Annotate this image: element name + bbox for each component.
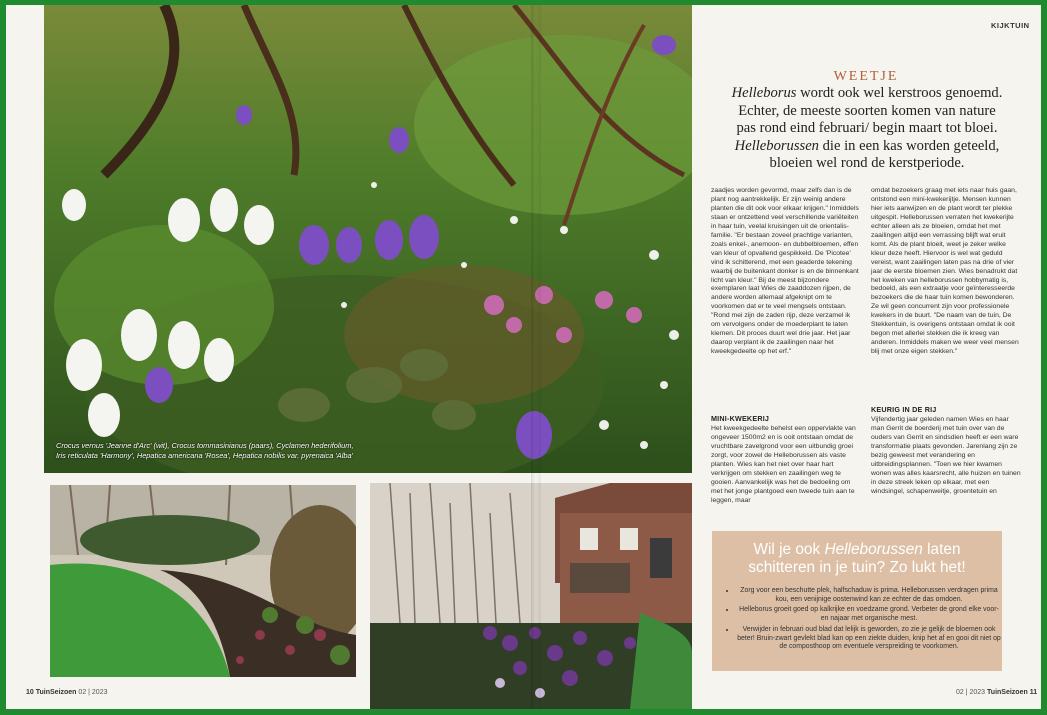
hero-photo-caption: Crocus vernus 'Jeanne d'Arc' (wit), Crocus tommasinianus (paars), Cyclamen hederifolium, Iris reticulata 'Harmony', Hepatica americana 'Rosea', Hepatica nobilis var. pyrenaica 'Alba' (56, 441, 354, 460)
weetje-title: WEETJE (833, 69, 899, 84)
weetje-line4: die in een kas worden geteeld, (818, 137, 1000, 154)
tip-item: • Helleborus groeit goed op kalkrijke en voedzame grond. Verbeter de grond elke voor- en najaar met organische mest. (736, 606, 1002, 623)
folio-right-issue: 02 | 2023 (956, 689, 986, 696)
tip-box-title (712, 541, 1002, 577)
column-1-text: zaadjes worden gevormd, maar zelfs dan is de plant nog aantrekkelijk. Er zijn weinig andere planten die dit ook voor elkaar krijgen." Inmiddels staan er ontzettend veel verschillende variëteiten in haar tuin, veelal kruisingen uit de orientalis-familie. "Er bestaan zoveel prachtige varianten, zoals enkel-, anemoon- en dubbelbloemen, effen van kleur of opvallend gespikkeld. De 'Picotee' vind ik schitterend, met een geaderde tekening waarbij de buitenkant donker is en de binnenkant licht van kleur." Bij de meest bijzondere exemplaren laat Wies de zaaddozen rijpen, de andere worden allemaal afgeknipt om te voorkomen dat er te veel mengsels ontstaan. "Rond mei zijn de zaden rijp, deze verzamel ik om vervolgens onder de moederplant te laten kiemen. Dit proces duurt wel drie jaar. Het jaar daarop verplant ik de zaailingen naar het kweekgedeelte op het erf." (711, 187, 859, 356)
tip-box (712, 531, 1002, 671)
folio-left (26, 689, 108, 696)
folio-left-brand: TuinSeizoen (35, 689, 77, 696)
tip-list (728, 587, 1002, 654)
weetje-line2: Echter, de meeste soorten komen van nature (738, 102, 996, 119)
tip-title-italic: Helleborussen (824, 541, 923, 558)
folio-left-page: 10 (26, 689, 34, 696)
hero-photo-crocus-border (44, 5, 692, 473)
page-gutter (531, 5, 541, 709)
photo-garden-lawn-border (50, 485, 356, 677)
column-2-text: omdat bezoekers graag met iets naar huis gaan, ontstond een mini-kwekerijtje. Mensen kunnen hier iets aanwijzen en de plant wordt ter plekke uitgespit. Helleborussen verraten het kwekerijte echter alleen als ze bloeien, omdat het met zaailingen altijd een verrassing blijft wat eruit komt. Als de plant bloeit, weet je zeker welke kleur deze heeft. Hiervoor is wel wat geduld vereist, want zaailingen laten pas na drie of vier jaar de eerste bloemen zien. Wies benadrukt dat het kweken van helleborussen hobbymatig is, bedoeld, als een extraatje voor geïnteresseerde bezoekers die de haar tuin komen bewonderen. Ze wil geen concurrent zijn voor professionele kwekers in de buurt. "De naam van de tuin, De Stekkentuin, is overigens ontstaan omdat ik ooit begon met allerlei stekken die ik kreeg van anderen. Inmiddels maken we weer veel mensen blij met onze eigen stekken." (871, 187, 1019, 356)
article-column-4 (871, 403, 1021, 497)
hero-photo-graphic (44, 5, 692, 473)
weetje-line5: bloeien wel rond de kerstperiode. (769, 155, 965, 172)
section-tag: KIJKTUIN (991, 21, 1030, 30)
tip-title-post: laten (922, 541, 961, 558)
column-3-text: Het kweekgedeelte behelst een oppervlakte van ongeveer 1500m2 en is ooit ontstaan omdat de vruchtbare zavelgrond voor een uitbundig groei zorgt, voor zowel de Helleborussen als vaste planten. Wies kan het niet over haar hart verkrijgen om stekken en zaailingen weg te gooien. Aanvankelijk was het de bedoeling om met het jonge plantgoed een tweede tuin aan te leggen, maar (711, 424, 856, 504)
tip-item: • Verwijder in februari oud blad dat lelijk is geworden, zo zie je gelijk de bloemen ook beter! Bruin-zwart gevlekt blad kan op een ziekte duiden, knip het af en gooi dit niet op de composthoop om eventuele verspreiding te voorkomen. (736, 626, 1002, 652)
tip-item: • Zorg voor een beschutte plek, halfschaduw is prima. Helleborussen verdragen prima kou, een venijnige oostenwind kan ze echter de das omdoen. (736, 587, 1002, 604)
column-4-text: Vijfendertig jaar geleden namen Wies en haar man Gerrit de boerderij met tuin over van de ouders van Gerrit en sindsdien heeft er een ware transformatie plaats gevonden. Jarenlang zijn ze bezig geweest met verandering en uitbreidingsplannen. "Toen we hier kwamen wonen was alles kaarsrecht, alle huizen en tuinen in deze streek leken op elkaar, met een windsingel, schapenweitje, groentetuin en (871, 415, 1021, 495)
folio-right (956, 689, 1037, 696)
weetje-helleborus: Helleborus (731, 85, 797, 101)
heading-keurig-in-de-rij: KEURIG IN DE RIJ (871, 405, 937, 414)
article-column-2 (871, 187, 1021, 357)
garden-photo-graphic (50, 485, 356, 677)
folio-right-brand: TuinSeizoen (987, 689, 1028, 696)
weetje-text (706, 85, 1028, 173)
weetje-line3: pas rond eind februari/ begin maart tot bloei. (736, 120, 998, 137)
tip-title-pre: Wil je ook (753, 541, 825, 558)
tip-title-line2: schitteren in je tuin? Zo lukt het! (748, 559, 966, 576)
folio-left-issue: 02 | 2023 (78, 689, 108, 696)
weetje-line1: wordt ook wel kerstroos genoemd. (796, 85, 1003, 101)
folio-right-page: 11 (1029, 689, 1038, 696)
weetje-helleborussen: Helleborussen (734, 137, 819, 154)
article-column-3 (711, 412, 861, 506)
article-column-1 (711, 187, 861, 357)
magazine-spread (6, 5, 1041, 709)
heading-mini-kwekerij: MINI-KWEKERIJ (711, 414, 770, 423)
